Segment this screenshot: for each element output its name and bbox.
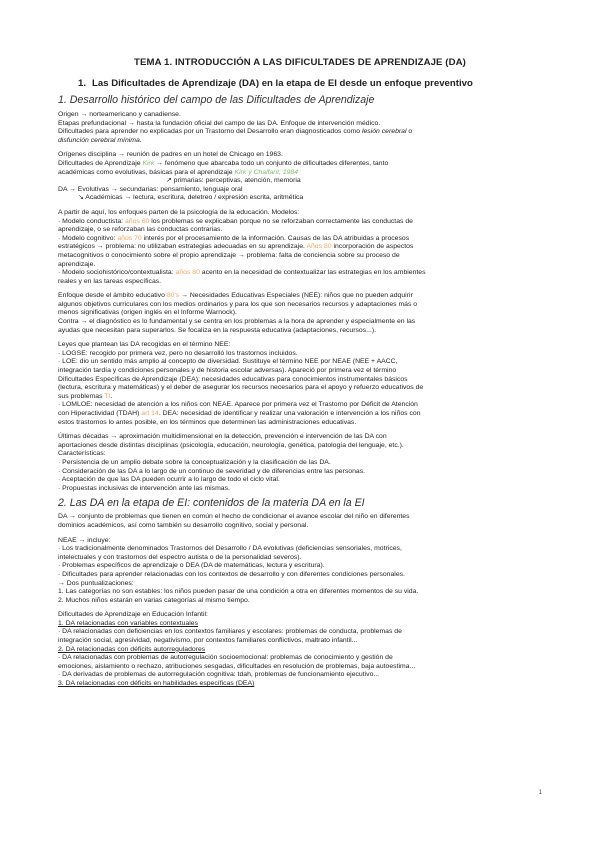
paragraph-line: dominios académicos, así como también su desarrollo cognitivo, social y personal. [58, 521, 309, 529]
date-highlight: 80's [166, 292, 180, 300]
paragraph-line: · Dificultades para aprender relacionadas con los contextos de desarrollo y con diferentes condiciones personales. [58, 570, 405, 578]
paragraph-line: · Persistencia de un amplio debate sobre la conceptualización y la clasificación de las DA. [58, 458, 331, 466]
paragraph-line: · LOE: dio un sentido más amplio al concepto de diversidad. Sustituye el término NEE por NEAE (NEE + AACC, [58, 358, 398, 366]
paragraph-line: Leyes que plantean las DA recogidas en el término NEE: [58, 341, 231, 349]
paragraph-line: Etapas prefundacional → hasta la fundación oficial del campo de las DA. Enfoque de intervención médico. [58, 119, 381, 127]
list-heading: 2. DA relacionadas con déficits autorreguladores [58, 645, 206, 653]
paragraph-line: académicas como evolutivas, básicas para el aprendizaje Kirk y Chalfant, 1984 [58, 168, 299, 176]
paragraph-line: Dificultades Específicas de Aprendizaje (DEA): necesidades educativas para conocimientos instrumentales básicos [58, 375, 408, 383]
paragraph-line: NEAE → incluye: [58, 536, 111, 544]
paragraph-line: Origen → norteamericano y canadiense. [58, 111, 181, 118]
paragraph-line: menos significativas (origen inglés en el Informe Warnock). [58, 309, 237, 317]
paragraph-line: · Aceptación de que las DA pueden ocurrir a lo largo de todo el ciclo vital. [58, 476, 280, 484]
paragraph-line: A partir de aquí, los enfoques parten de la psicología de la educación. Modelos: [58, 208, 300, 216]
paragraph-line: emociones, aislamiento o rechazo, atribuciones sesgadas, dificultades en resolución de problemas, baja autoestima... [58, 662, 416, 670]
document-title: TEMA 1. INTRODUCCIÓN A LAS DIFICULTADES DE APRENDIZAJE (DA) [134, 57, 466, 68]
paragraph-line: · Modelo conductista: años 60 los problemas se explicaban porque no se reforzaban correctamente las conductas de [58, 217, 413, 225]
modelos-block [58, 209, 542, 286]
paragraph-line: → Dos puntualizaciones: [58, 579, 134, 587]
section-title: Las Dificultades de Aprendizaje (DA) en la etapa de EI desde un enfoque preventivo [92, 78, 473, 89]
list-heading: 1. DA relacionadas con variables contextuales [58, 619, 198, 627]
paragraph-line: 1. Las categorías no son estables: los niños pueden pasar de una condición a otra en diferentes momentos de su vida. [58, 588, 419, 596]
paragraph-line: Características: [58, 450, 106, 458]
paragraph-line: ↗ primarias: perceptivas, atención, memoria [166, 177, 301, 185]
list-heading: 3. DA relacionadas con déficits en habilidades específicas (DEA) [58, 680, 255, 688]
paragraph-line: · LOGSE: recogido por primera vez, pero no desarrolló los trastornos incluidos. [58, 349, 298, 357]
subsection-title-2: 2. Las DA en la etapa de EI: contenidos de la materia DA en la EI [58, 497, 365, 510]
da-definition-block [58, 513, 542, 530]
paragraph-line: · Modelo cognitivo: años 70 interés por el procesamiento de la información. Causas de las DA atribuidas a procesos [58, 234, 410, 242]
date-highlight: TI [104, 392, 111, 400]
paragraph-line: Enfoque desde el ámbito educativo 80's → Necesidades Educativas Especiales (NEE): niños que no pueden adquirir [58, 292, 413, 300]
paragraph-line: algunos objetivos curriculares con los medios ordinarios y para los que son necesarios recursos y adaptaciones más o [58, 300, 418, 308]
paragraph-line: Contra → el diagnóstico es lo fundamental y se centra en los problemas a la hora de aprender y especialmente en las [58, 318, 416, 326]
paragraph-line: reales y en las tareas específicas. [58, 277, 162, 285]
paragraph-line: · Los tradicionalmente denominados Trastornos del Desarrollo / DA evolutivas (deficiencias sensoriales, motrices, [58, 545, 402, 553]
paragraph-line: · LOMLOE: necesidad de atención a los niños con NEAE. Aparece por primera vez el Trastorno por Déficit de Atención [58, 401, 418, 409]
paragraph-line: Dificultades de Aprendizaje Kirk → fenómeno que abarcaba todo un conjunto de dificultades diferentes, tanto [58, 159, 389, 167]
citation: Kirk y Chalfant, 1984 [234, 168, 299, 176]
paragraph-line: ↘ Académicas → lectura, escritura, deletreo / expresión escrita, aritmética [78, 194, 304, 202]
paragraph-line: estratégicos → problema: no utilizaban estrategias adecuadas en su aprendizaje. Años 80 incorporación de aspectos [58, 243, 414, 251]
paragraph-line: (lectura, escritura y matemáticas) y el deber de asegurar los recursos necesarios para el apoyo y refuerzo educativos de [58, 384, 424, 392]
enfoque-block [58, 292, 542, 335]
paragraph-line: integración social, agresividad, negativismo, por contextos familiares conflictivos, maltrato infantil... [58, 637, 358, 645]
section-heading [78, 78, 542, 89]
paragraph-line: sus problemas TI. [58, 392, 113, 400]
origen-block [58, 111, 542, 145]
paragraph-line: estos trastornos lo antes posible, en los términos que determinen las administraciones educativas. [58, 418, 357, 426]
paragraph-line: Orígenes disciplina → reunión de padres en un hotel de Chicago en 1963. [58, 151, 283, 159]
paragraph-line: · Propuestas inclusivas de intervención ante las mismas. [58, 484, 230, 492]
paragraph-line: aportaciones desde distintas disciplinas (psicología, educación, neurología, genética, patología del lenguaje, etc.). [58, 441, 404, 449]
date-highlight: art 14 [141, 410, 159, 417]
citation: Kirk [142, 159, 155, 167]
ultimas-block [58, 433, 542, 493]
paragraph-line: intelectuales y con trastornos del espectro autista o de la personalidad severos). [58, 553, 302, 561]
neae-block [58, 537, 542, 606]
paragraph-line: DA → Evolutivas → secundarias: pensamiento, lenguaje oral [58, 185, 243, 193]
date-highlight: años 80 [175, 269, 200, 277]
dificultades-ei-block [58, 611, 542, 688]
subsection-title-1: 1. Desarrollo histórico del campo de las Dificultades de Aprendizaje [58, 94, 375, 106]
section-number: 1. [78, 78, 87, 89]
paragraph-line: ayudas que necesitan para superarlos. Se focaliza en la respuesta educativa (adaptaciones, recursos...). [58, 326, 377, 334]
paragraph-line: metacognitivos o conocimiento sobre el propio aprendizaje → problema: falta de conciencia sobre su proceso de [58, 251, 400, 259]
paragraph-line: integración tardía y condiciones personales y de historia escolar adversas). Apareció por primera vez el término [58, 367, 397, 375]
paragraph-line: Últimas décadas → aproximación multidimensional en la detección, prevención e intervención de las DA con [58, 433, 387, 441]
paragraph-line: 2. Muchos niños estarán en varias categorías al mismo tiempo. [58, 596, 250, 604]
paragraph-line: aprendizaje, o se reforzaban las conductas contrarias. [58, 226, 223, 234]
paragraph-line: DA → conjunto de problemas que tienen en común el hecho de condicionar el avance escolar del niño en diferentes [58, 513, 410, 521]
paragraph-line: · Problemas específicos de aprendizaje o DEA (DA de matemáticas, lectura y escritura). [58, 562, 325, 570]
paragraph-line: aprendizaje. [58, 260, 96, 268]
date-highlight: Años 80 [306, 243, 332, 251]
date-highlight: años 70 [117, 234, 142, 242]
origenes-block [58, 151, 542, 203]
paragraph-line: disfunción cerebral mínima. [58, 136, 142, 144]
paragraph-line: Dificultades para aprender no explicadas por un Trastorno del Desarrollo eran diagnosticados como lesión cerebral o [58, 128, 413, 136]
paragraph-line: Dificultades de Aprendizaje en Educación Infantil: [58, 611, 208, 619]
paragraph-line: · DA relacionadas con problemas de autorregulación socioemocional: problemas de conocimiento y gestión de [58, 654, 393, 662]
page-number: 1 [538, 790, 542, 796]
paragraph-line: con Hiperactividad (TDAH) art 14. DEA: necesidad de identificar y realizar una valoración e intervención a los niños con [58, 410, 421, 417]
date-highlight: años 60 [124, 217, 150, 225]
paragraph-line: · DA derivadas de problemas de autorregulación cognitiva: tdah, problemas de funcionamiento ejecutivo... [58, 671, 380, 679]
paragraph-line: · Consideración de las DA a lo largo de un continuo de severidad y de diferencias entre las personas. [58, 467, 366, 475]
paragraph-line: · Modelo sociohistórico/contextualista: años 80 acento en la necesidad de contextualizar las estrategias en los ambientes [58, 269, 426, 277]
leyes-block [58, 341, 542, 427]
paragraph-line: · DA relacionadas con deficiencias en los contextos familiares y escolares: problemas de conducta, problemas de [58, 628, 402, 636]
